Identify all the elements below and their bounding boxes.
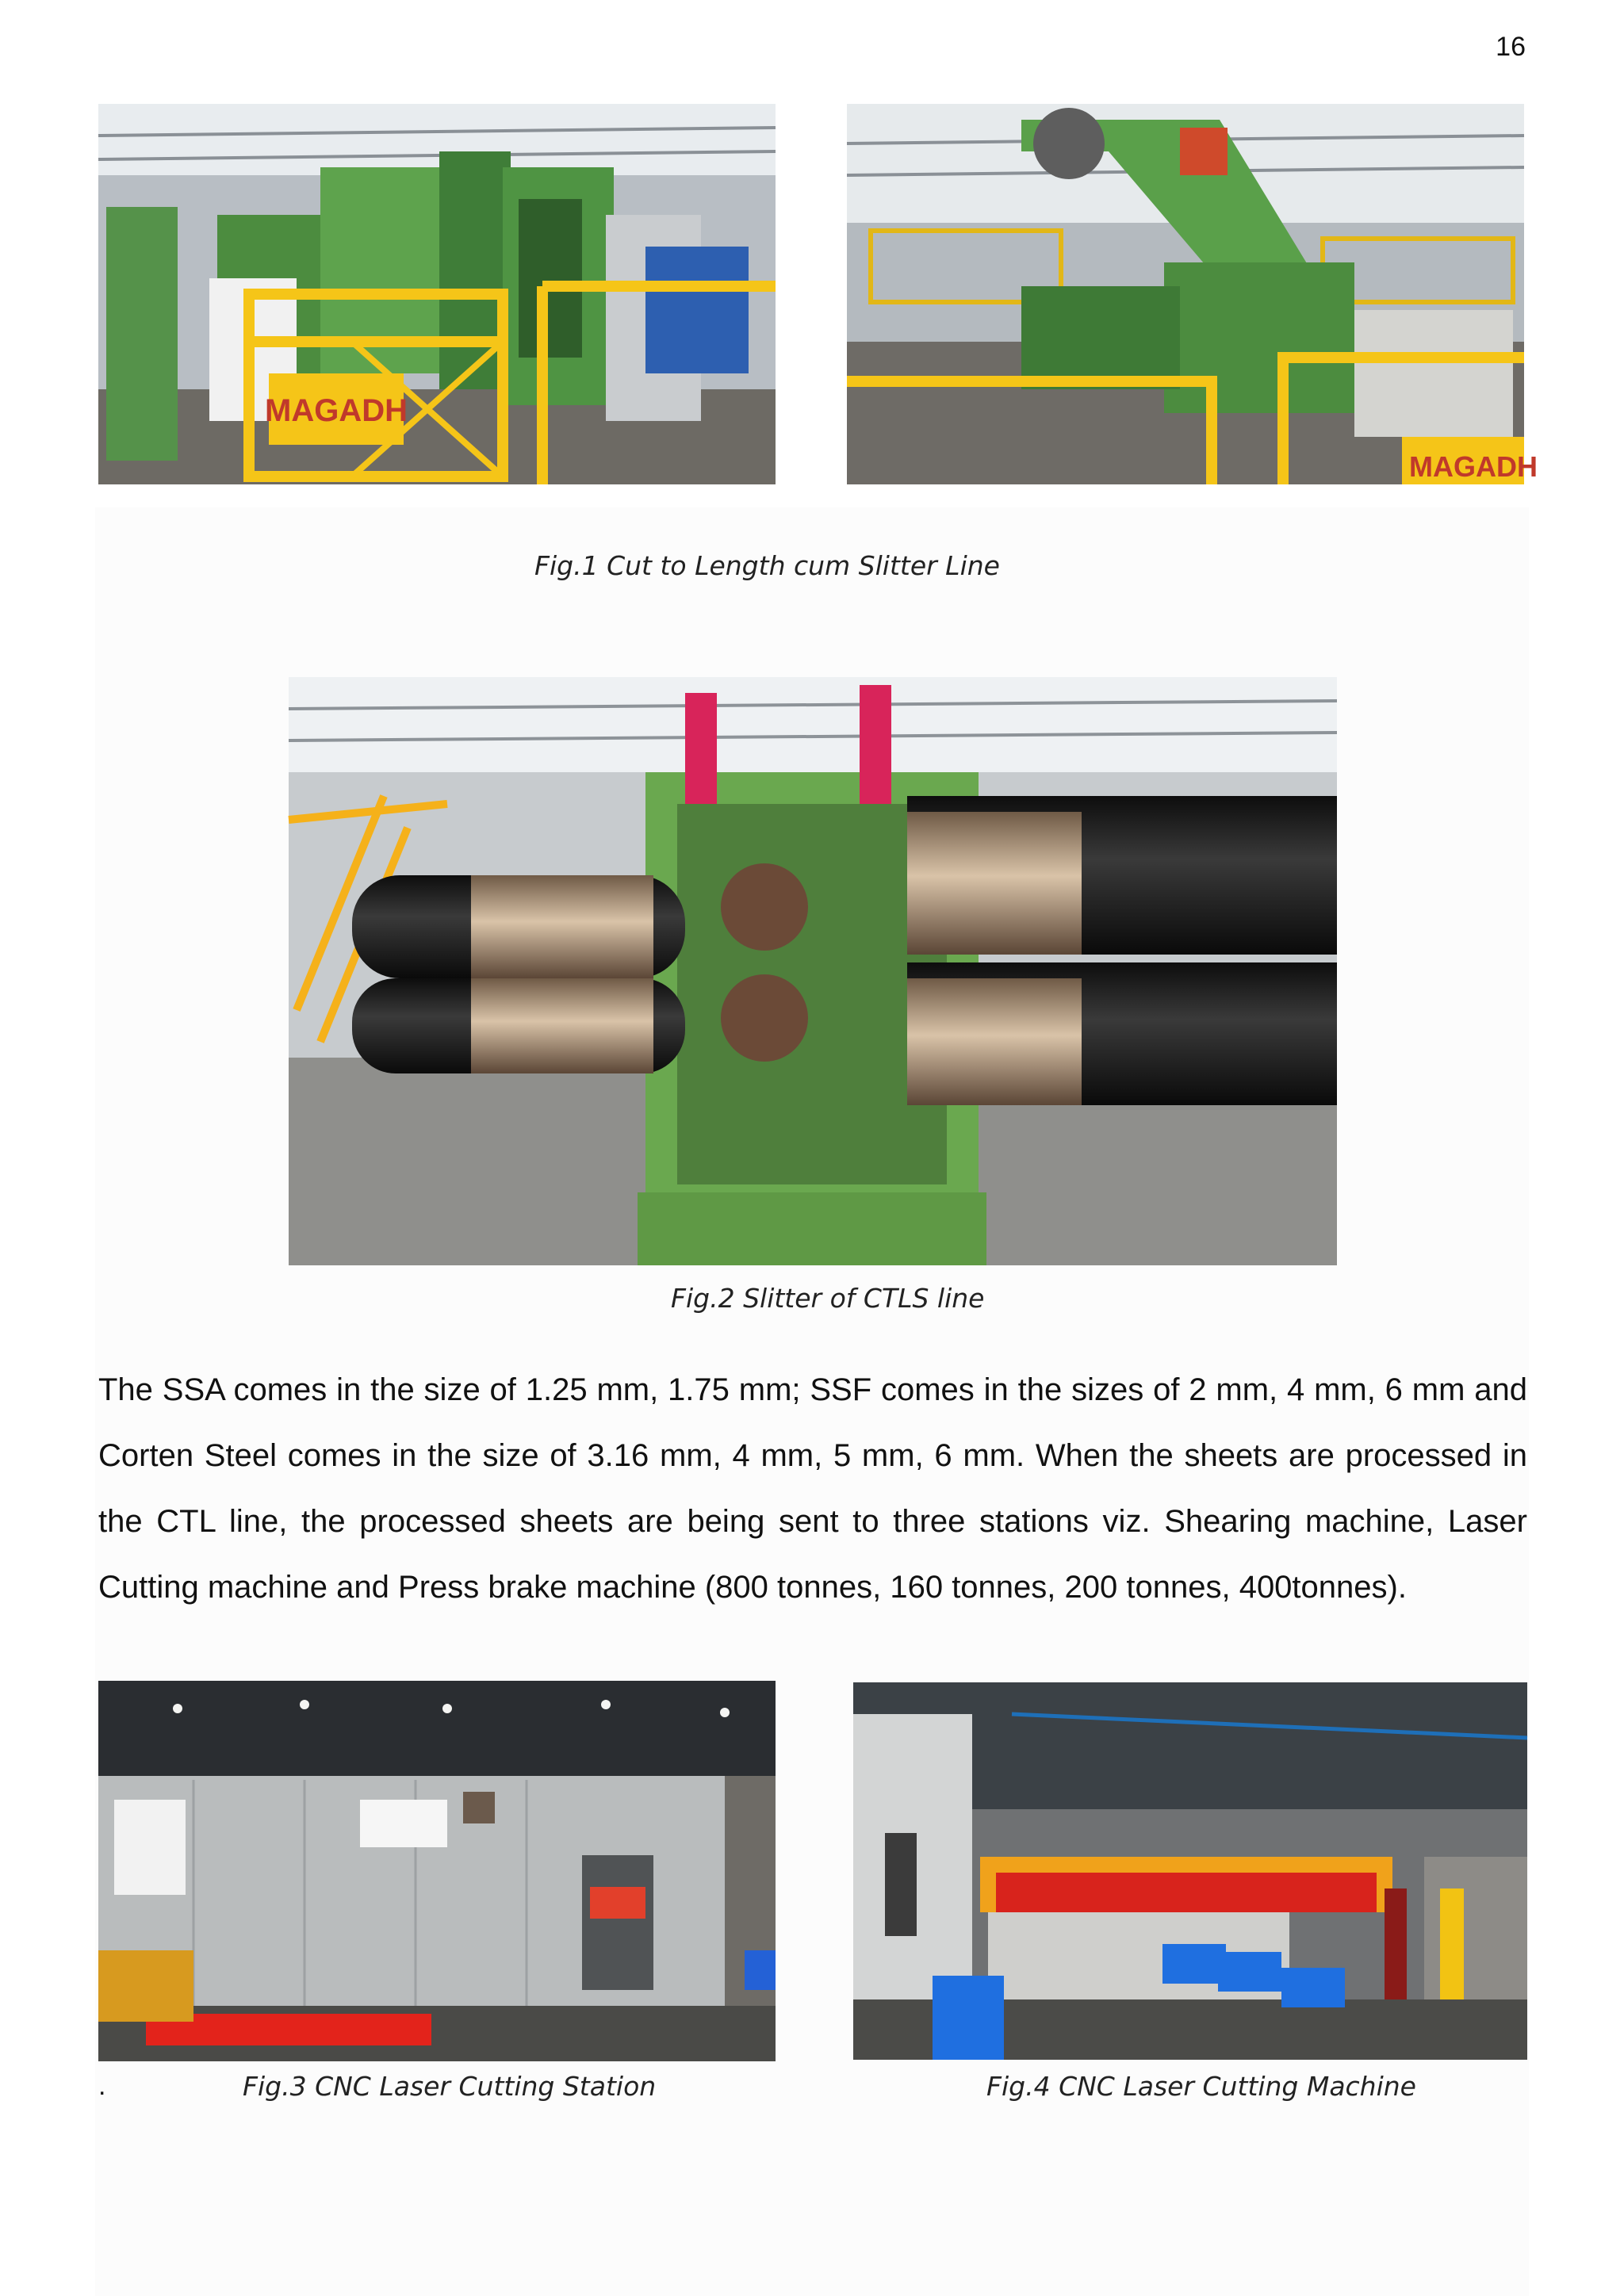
fig4-caption: Fig.4 CNC Laser Cutting Machine — [986, 2071, 1416, 2102]
fig1-caption: Fig.1 Cut to Length cum Slitter Line — [534, 550, 1000, 581]
fig1-right-photo — [847, 104, 1538, 484]
fig1-left-logo: MAGADH — [265, 393, 408, 428]
fig1-right-logo: MAGADH — [1409, 450, 1538, 483]
stray-mark: . — [98, 2071, 106, 2101]
page-number: 16 — [1496, 32, 1526, 62]
fig3-photo — [98, 1681, 776, 2061]
fig2-caption: Fig.2 Slitter of CTLS line — [671, 1283, 985, 1314]
body-paragraph: The SSA comes in the size of 1.25 mm, 1.75 mm; SSF comes in the sizes of 2 mm, 4 mm, 6 mm and Corten Steel comes in the size of 3.16 mm, 4 mm, 5 mm, 6 mm. When the sheets are processed in the CTL line, the processed sheets are being sent to three stations viz. Shearing machine, Laser Cutting machine and Press brake machine (800 tonnes, 160 tonnes, 200 tonnes, 400tonnes). — [98, 1372, 1527, 1605]
fig1-left-photo — [98, 104, 776, 484]
fig4-photo — [853, 1682, 1527, 2060]
fig2-photo — [289, 677, 1337, 1265]
fig3-caption: Fig.3 CNC Laser Cutting Station — [243, 2071, 657, 2102]
